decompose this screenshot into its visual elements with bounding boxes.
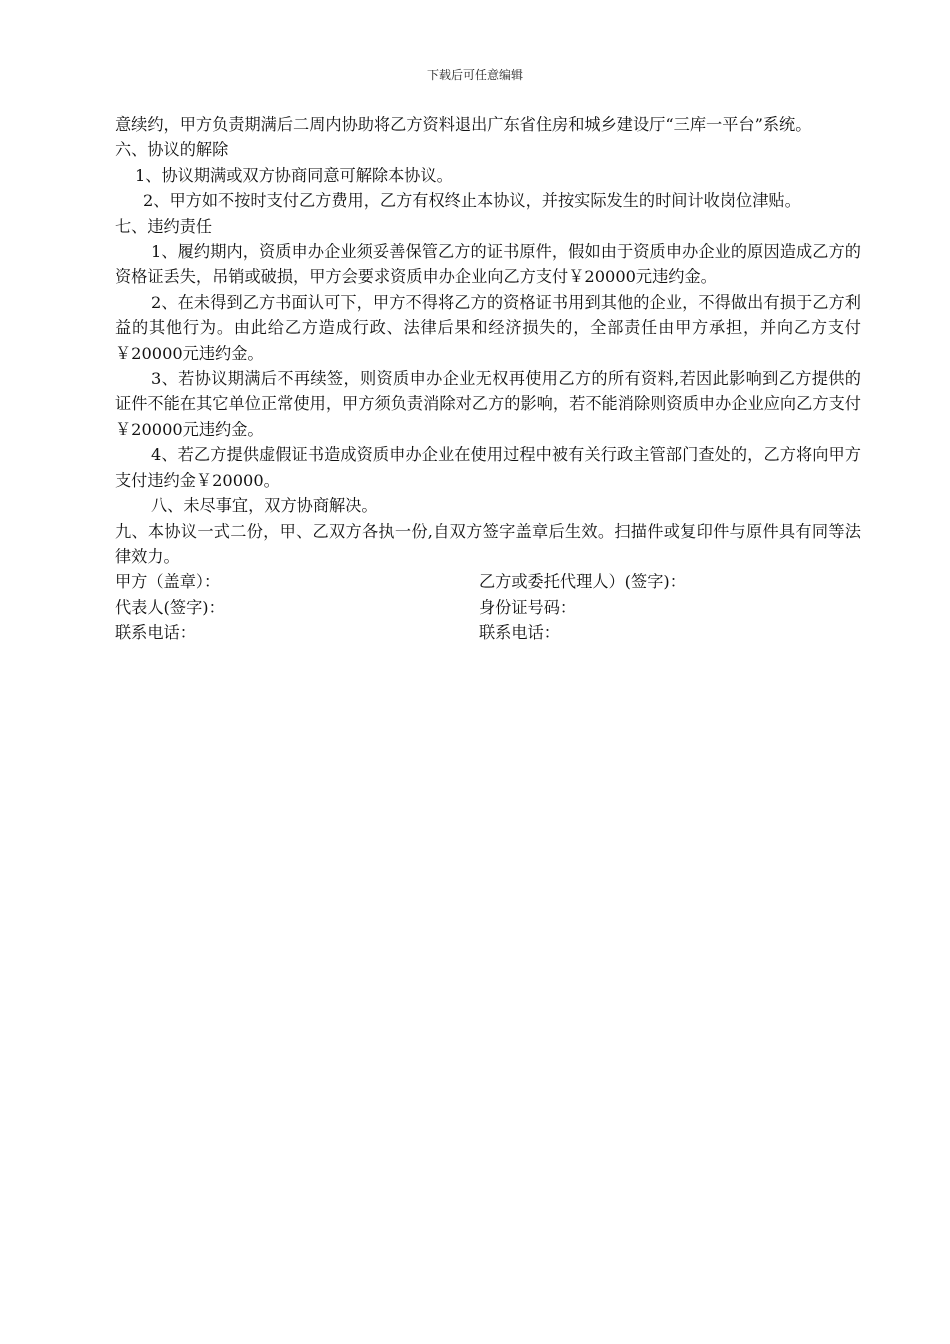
party-a-seal-label: 甲方（盖章）： [115, 572, 221, 592]
section-6-title: 六、协议的解除 [115, 140, 229, 160]
section-8: 八、未尽事宜，双方协商解决。 [151, 496, 378, 516]
section-6-clause-2: 2、甲方如不按时支付乙方费用，乙方有权终止本协议，并按实际发生的时间计收岗位津贴。 [143, 191, 801, 211]
section-7-clause-3: 3、若协议期满后不再续签，则资质申办企业无权再使用乙方的所有资料,若因此影响到乙方提供的证件不能在其它单位正常使用，甲方须负责消除对乙方的影响，若不能消除则资质申办企业应向乙方支付￥20000元违约金。 [115, 369, 861, 439]
section-7-title: 七、违约责任 [115, 216, 213, 236]
signature-row-1 [115, 569, 861, 594]
section-6-clause-1: 1、协议期满或双方协商同意可解除本协议。 [135, 165, 453, 185]
section-7-clause-2: 2、在未得到乙方书面认可下，甲方不得将乙方的资格证书用到其他的企业，不得做出有损于乙方利益的其他行为。由此给乙方造成行政、法律后果和经济损失的，全部责任由甲方承担，并向乙方支付￥20000元违约金。 [115, 292, 861, 363]
signature-row-2 [115, 595, 861, 620]
page-header: 下载后可任意编辑 [426, 68, 523, 82]
contract-body [115, 112, 861, 646]
continuation-paragraph: 意续约，甲方负责期满后二周内协助将乙方资料退出广东省住房和城乡建设厅“三库一平台”系统。 [115, 115, 812, 134]
signature-row-3 [115, 620, 861, 645]
section-7-clause-1: 1、履约期内，资质申办企业须妥善保管乙方的证书原件，假如由于资质申办企业的原因造成乙方的资格证丢失，吊销或破损，甲方会要求资质申办企业向乙方支付￥20000元违约金。 [115, 242, 861, 287]
party-b-sign-label: 乙方或委托代理人）(签字)： [479, 572, 686, 592]
section-7-clause-4: 4、若乙方提供虚假证书造成资质申办企业在使用过程中被有关行政主管部门查处的，乙方将向甲方支付违约金￥20000。 [115, 445, 861, 490]
id-number-label: 身份证号码： [479, 597, 577, 617]
party-a-phone-label: 联系电话： [115, 623, 196, 643]
party-b-phone-label: 联系电话： [479, 623, 560, 643]
representative-sign-label: 代表人(签字)： [115, 597, 225, 617]
section-9: 九、本协议一式二份，甲、乙双方各执一份,自双方签字盖章后生效。扫描件或复印件与原件具有同等法律效力。 [115, 521, 861, 566]
